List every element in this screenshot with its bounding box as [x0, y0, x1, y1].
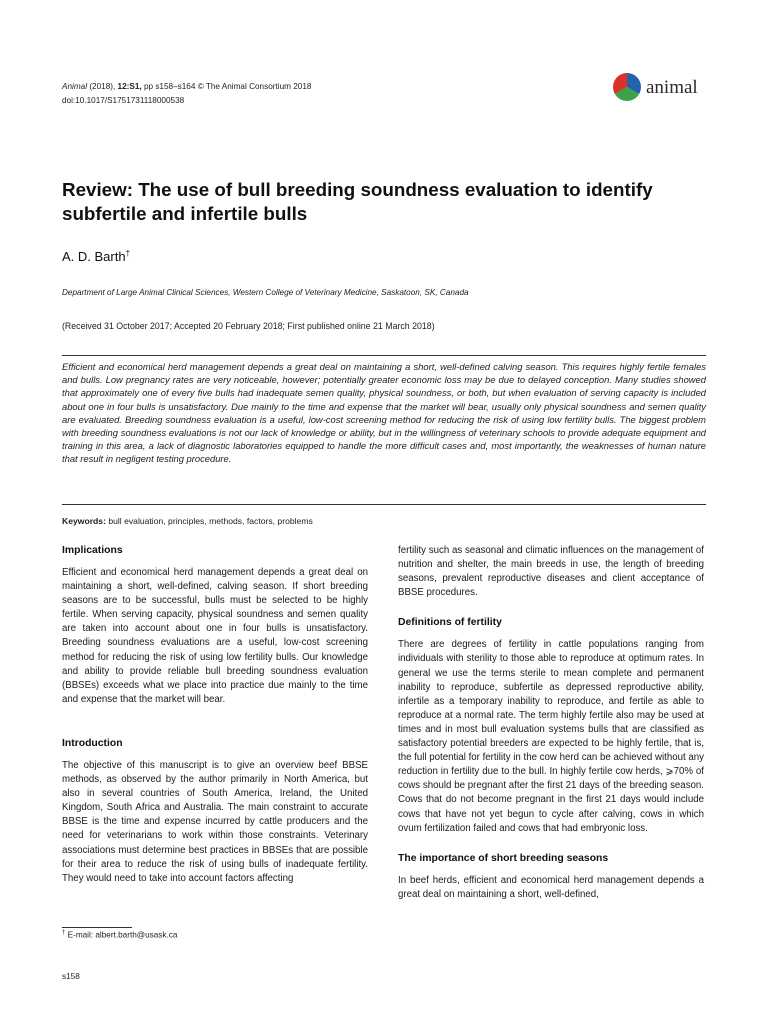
article-title: Review: The use of bull breeding soundness evaluation to identify subfertile and infertile bulls: [62, 179, 653, 224]
right-column: [398, 544, 704, 902]
journal-year: (2018),: [89, 82, 116, 91]
importance-text: In beef herds, efficient and economical herd management depends a great deal on maintaining a short, well-defined,: [398, 874, 704, 900]
author-line: [62, 249, 130, 264]
journal-volume: 12:S1,: [117, 82, 142, 91]
journal-pages: pp s158–s164: [143, 82, 196, 91]
introduction-text: The objective of this manuscript is to give an overview beef BBSE methods, as observed by the author primarily in North America, but also in several countries of South America, Ireland, the United Kingdom, South Africa and Australia. The main constraint to accurate BBSE is the time and expense incurred by cattle producers and the need for veterinarians to work within those constraints. Veterinary associations must determine best practices in BBSEs that are possible for their area to reduce the risk of using bulls of inadequate fertility. They would need to take into account factors affecting: [62, 759, 368, 884]
keywords-list: bull evaluation, principles, methods, factors, problems: [108, 516, 313, 526]
abstract-top-rule: [62, 355, 706, 356]
journal-name: Animal: [62, 82, 88, 91]
animal-logo: [612, 70, 708, 110]
doi-text[interactable]: doi:10.1017/S1751731118000538: [62, 96, 185, 105]
introduction-heading: Introduction: [62, 737, 123, 749]
implications-text: Efficient and economical herd management depends a great deal on maintaining a short, well-defined, calving season. If short breeding seasons are to be successful, bulls must be selected to be highly fertile. When serving capacity, physical soundness and semen quality are taken into account about one in four bulls is unsatisfactory. Breeding soundness evaluations are a useful, low-cost screening method for reducing the risk of using low fertility bulls. Our knowledge and ability to provide reliable bull breeding soundness evaluation (BBSEs) exceeds what we place into practice due mainly to the time and expense that the market will bear.: [62, 567, 368, 705]
journal-copyright: © The Animal Consortium 2018: [197, 82, 312, 91]
logo-circle-icon: [612, 70, 644, 104]
footnote-mark: †: [62, 930, 66, 936]
introduction-continuation: fertility such as seasonal and climatic influences on the management of nutrition and shelter, the main breeds in use, the length of breeding seasons, prevalent reproductive diseases and client acceptance of BBSE procedures.: [398, 545, 704, 599]
left-column: [62, 544, 368, 886]
importance-heading: The importance of short breeding seasons: [398, 852, 609, 864]
author-name: A. D. Barth: [62, 249, 126, 264]
keywords-label: Keywords:: [62, 516, 106, 526]
definitions-text: There are degrees of fertility in cattle populations ranging from individuals with sterility to those able to reproduce at optimum rates. In general we use the terms sterile to mean complete and permanent inability to reproduce, subfertile as depressed reproductive ability, infertile as a temporary inability to reproduce, and fertile as able to reproduce at a normal rate. The term highly fertile also may be used at times and in most bull evaluation systems bulls that are classified as satisfactory potential breeders are expected to be highly fertile, that is, the full potential for fertility in the cow herd can be achieved without any reduction in fertility due to the bull. In highly fertile cow herds, ⩾70% of cows should be pregnant after the first 21 days of the breeding season. Cows that do not become pregnant in the first 21 days would include cows that have not yet begun to cycle after calving, cows in which ovum fertilization failed and cows that had embryonic loss.: [398, 639, 704, 834]
footnote-email[interactable]: E-mail: albert.barth@usask.ca: [67, 930, 178, 940]
logo-wordmark: animal: [646, 77, 698, 98]
implications-heading: Implications: [62, 545, 123, 556]
affiliation: Department of Large Animal Clinical Sciences, Western College of Veterinary Medicine, Saskatoon, SK, Canada: [62, 288, 469, 297]
received-dates: (Received 31 October 2017; Accepted 20 February 2018; First published online 21 March 2018): [62, 321, 435, 331]
abstract-bottom-rule: [62, 504, 706, 505]
author-footnote-mark: †: [125, 249, 131, 258]
journal-citation: [62, 80, 311, 108]
abstract-text: Efficient and economical herd management depends a great deal on maintaining a short, well-defined calving season. This requires highly fertile females and bulls. Low pregnancy rates are very noticeable, however; potentially greater economic loss may be due to delayed conception. Many studies showed that approximately one of every five bulls had inadequate semen quality, physical soundness, or both, but when evaluation of serving capacity is included about one in four bulls is unsatisfactory. Due mainly to the time and expense that the market will bear, usually only physical soundness and semen quality are evaluated. Breeding soundness evaluation is a useful, low-cost screening method for reducing the risk of using low fertility bulls. The biggest problem with breeding soundness evaluations is not our lack of knowledge or ability, but in the willingness of veterinary schools to provide adequate equipment and training in this area, a lack of diagnostic laboratories equipped to handle the more difficult cases and, most importantly, the weaknesses of human nature that result in negligent testing procedure.: [62, 361, 706, 465]
definitions-heading: Definitions of fertility: [398, 617, 502, 629]
page-number: s158: [62, 972, 80, 981]
keywords-line: [62, 516, 313, 526]
footnote: [62, 930, 177, 940]
footnote-rule: [62, 927, 132, 928]
